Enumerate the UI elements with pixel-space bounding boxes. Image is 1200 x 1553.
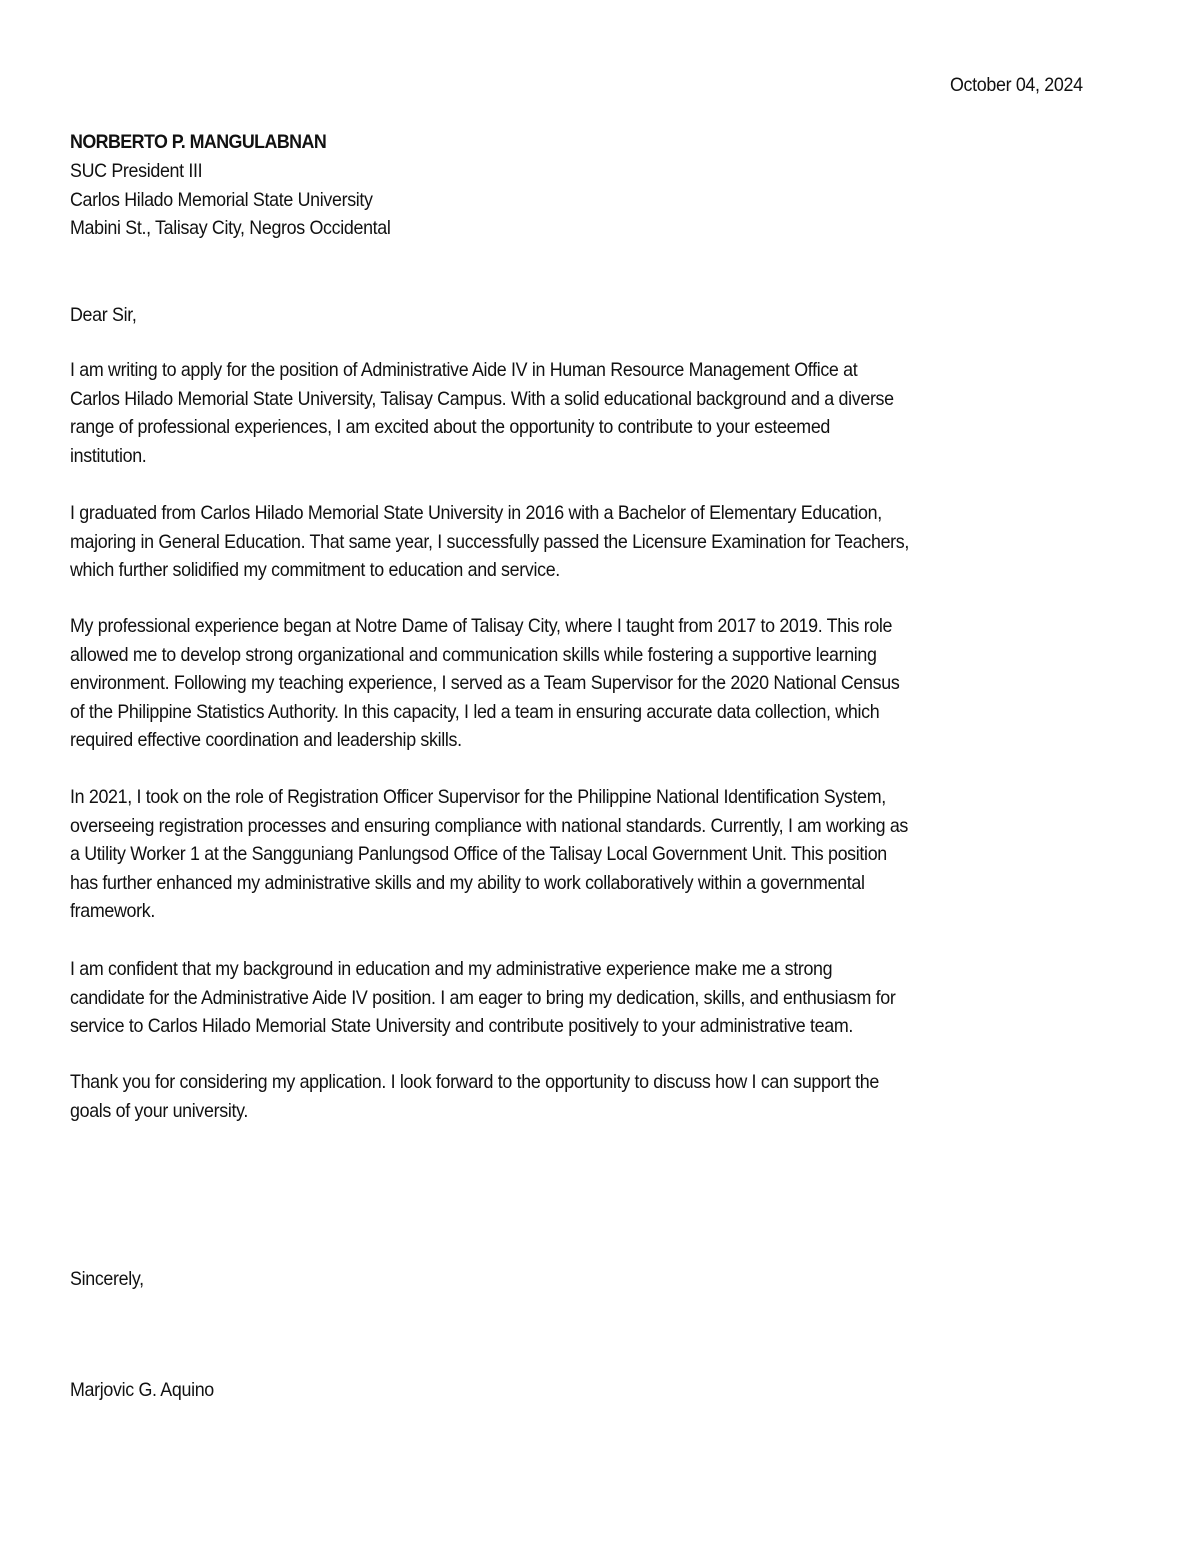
paragraph-line: majoring in General Education. That same year, I successfully passed the Licensure Examination for Teachers, xyxy=(70,531,910,553)
paragraph-line: which further solidified my commitment to education and service. xyxy=(70,560,560,582)
paragraph-line: framework. xyxy=(70,901,155,923)
paragraph-line: range of professional experiences, I am excited about the opportunity to contribute to your esteemed xyxy=(70,417,831,439)
paragraph-line: Carlos Hilado Memorial State University, Talisay Campus. With a solid educational background and a diverse xyxy=(70,388,894,410)
paragraph-thanks xyxy=(70,1069,940,1126)
paragraph-line: of the Philippine Statistics Authority. In this capacity, I led a team in ensuring accurate data collection, which xyxy=(70,701,880,723)
paragraph-line: institution. xyxy=(70,445,147,467)
paragraph-line: environment. Following my teaching experience, I served as a Team Supervisor for the 2020 National Census xyxy=(70,673,900,695)
recipient-name: NORBERTO P. MANGULABNAN xyxy=(70,132,327,153)
signature-name: Marjovic G. Aquino xyxy=(70,1380,214,1401)
paragraph-line: candidate for the Administrative Aide IV position. I am eager to bring my dedication, skills, and enthusiasm for xyxy=(70,987,896,1009)
paragraph-line: I am writing to apply for the position of Administrative Aide IV in Human Resource Management Office at xyxy=(70,360,858,381)
paragraph-line: allowed me to develop strong organizational and communication skills while fostering a supportive learning xyxy=(70,644,877,666)
paragraph-line: required effective coordination and leadership skills. xyxy=(70,730,462,752)
paragraph-intro xyxy=(70,357,956,471)
paragraph-line: goals of your university. xyxy=(70,1100,248,1122)
paragraph-line: I am confident that my background in education and my administrative experience make me a strong xyxy=(70,959,833,980)
paragraph-line: service to Carlos Hilado Memorial State University and contribute positively to your administrative team. xyxy=(70,1016,854,1038)
recipient-title: SUC President III xyxy=(70,161,203,182)
salutation: Dear Sir, xyxy=(70,305,137,326)
paragraph-line: I graduated from Carlos Hilado Memorial State University in 2016 with a Bachelor of Elementary Education, xyxy=(70,503,882,524)
paragraph-line: Thank you for considering my application. I look forward to the opportunity to discuss how I can support the xyxy=(70,1072,879,1093)
letter-date: October 04, 2024 xyxy=(950,75,1083,96)
paragraph-current-role xyxy=(70,784,971,927)
paragraph-experience xyxy=(70,613,962,756)
paragraph-line: has further enhanced my administrative skills and my ability to work collaboratively within a governmental xyxy=(70,872,865,894)
paragraph-line: a Utility Worker 1 at the Sangguniang Panlungsod Office of the Talisay Local Government Unit. This position xyxy=(70,844,887,866)
paragraph-confidence xyxy=(70,956,958,1042)
paragraph-education xyxy=(70,500,972,586)
paragraph-line: My professional experience began at Notre Dame of Talisay City, where I taught from 2017 to 2019. This role xyxy=(70,616,893,637)
paragraph-line: overseeing registration processes and ensuring compliance with national standards. Currently, I am working as xyxy=(70,815,909,837)
recipient-institution: Carlos Hilado Memorial State University xyxy=(70,190,373,211)
recipient-address: Mabini St., Talisay City, Negros Occidental xyxy=(70,218,391,239)
closing: Sincerely, xyxy=(70,1269,144,1290)
paragraph-line: In 2021, I took on the role of Registration Officer Supervisor for the Philippine National Identification System, xyxy=(70,787,886,808)
